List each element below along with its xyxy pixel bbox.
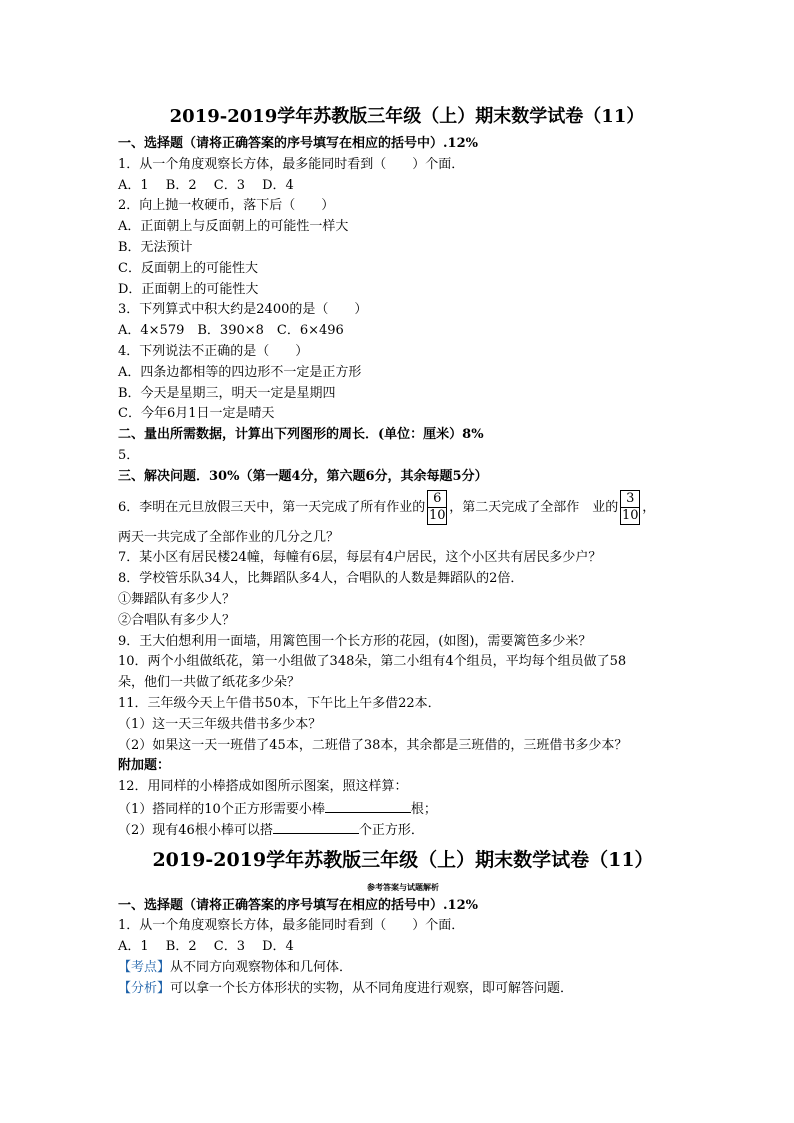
section-1-heading: 一、选择题（请将正确答案的序号填写在相应的括号中）.12% [118, 136, 478, 151]
kaodian-tag: 【考点】 [118, 959, 171, 975]
q12-sub-2-prefix: （2）现有46根小棒可以搭 [118, 822, 273, 838]
fraction-numerator: 3 [621, 491, 639, 508]
q2-text: 2．向上抛一枚硬币，落下后（ ） [118, 198, 335, 214]
q11-text: 11．三年级今天上午借书50本，下午比上午多借22本． [118, 695, 441, 711]
exam-title: 2019-2019学年苏教版三年级（上）期末数学试卷（11） [169, 106, 645, 127]
q11-sub-1: （1）这一天三年级共借书多少本？ [118, 716, 322, 732]
q12-sub-2-suffix: 个正方形． [358, 822, 424, 838]
q3-options: A．4×579 B．390×8 C．6×496 [118, 323, 344, 339]
q12-text: 12．用同样的小棒搭成如图所示图案，照这样算： [118, 779, 408, 795]
fenxi-tag: 【分析】 [118, 980, 171, 996]
q6-part-1: 6．李明在元旦放假三天中，第一天完成了所有作业的 [118, 499, 426, 515]
fenxi-text: 可以拿一个长方体形状的实物，从不同角度进行观察，即可解答问题． [170, 980, 574, 996]
q12-sub-2 [118, 819, 688, 840]
q4-text: 4．下列说法不正确的是（ ） [118, 343, 309, 359]
answer-blank[interactable] [273, 819, 359, 834]
q4-option-a: A．四条边都相等的四边形不一定是正方形 [118, 364, 362, 380]
q6-line-1 [118, 488, 688, 528]
q2-option-a: A．正面朝上与反面朝上的可能性一样大 [118, 219, 349, 235]
q2-option-d: D．正面朝上的可能性大 [118, 281, 259, 297]
fraction-numerator: 6 [428, 491, 446, 508]
kaodian-text: 从不同方向观察物体和几何体． [170, 959, 353, 975]
q4-option-c: C．今年6月1日一定是晴天 [118, 406, 275, 422]
q6-part-3: ， [642, 499, 656, 515]
fraction-three-tenths [620, 490, 640, 525]
section-2-heading: 二、量出所需数据，计算出下列图形的周长．(单位：厘米）8% [118, 427, 484, 443]
q3-text: 3．下列算式中积大约是2400的是（ ） [118, 302, 368, 318]
q9-text: 9．王大伯想利用一面墙，用篱笆围一个长方形的花园，(如图)，需要篱笆多少米？ [118, 633, 592, 649]
q12-sub-1 [118, 798, 688, 819]
q4-option-b: B．今天是星期三，明天一定是星期四 [118, 385, 336, 401]
answer-section-1-heading: 一、选择题（请将正确答案的序号填写在相应的括号中）.12% [118, 897, 478, 913]
q10-line-2: 朵，他们一共做了纸花多少朵？ [118, 675, 301, 691]
exam-page [118, 100, 688, 999]
q5-text: 5． [118, 447, 140, 463]
fraction-six-tenths [427, 490, 447, 525]
q1-text: 1．从一个角度观察长方体，最多能同时看到（ ）个面． [118, 156, 465, 172]
section-3-heading: 三、解决问题．30%（第一题4分，第六题6分，其余每题5分） [118, 468, 488, 484]
fraction-denominator: 10 [622, 507, 639, 523]
answer-title: 2019-2019学年苏教版三年级（上）期末数学试卷（11） [152, 848, 654, 871]
q10-line-1: 10．两个小组做纸花，第一小组做了348朵，第二小组有4个组员，平均每个组员做了58 [118, 654, 627, 670]
q2-option-b: B．无法预计 [118, 239, 193, 255]
answer-kaodian [118, 958, 688, 979]
answer-subtitle: 参考答案与试题解析 [367, 881, 439, 892]
answer-fenxi [118, 979, 688, 1000]
q8-sub-2: ②合唱队有多少人？ [118, 612, 236, 628]
q1-options: A．1 B．2 C．3 D．4 [118, 177, 294, 193]
q11-sub-2: （2）如果这一天一班借了45本，二班借了38本，其余都是三班借的，三班借书多少本？ [118, 737, 628, 753]
q6-part-2: ，第二天完成了全部作 业的 [449, 499, 619, 515]
q7-text: 7．某小区有居民楼24幢，每幢有6层，每层有4户居民，这个小区共有居民多少户？ [118, 550, 602, 566]
q8-sub-1: ①舞蹈队有多少人？ [118, 591, 236, 607]
q8-text: 8．学校管乐队34人，比舞蹈队多4人，合唱队的人数是舞蹈队的2倍． [118, 571, 524, 587]
q12-sub-1-prefix: （1）搭同样的10个正方形需要小棒 [118, 801, 325, 817]
q12-sub-1-suffix: 根； [410, 801, 437, 817]
answer-q1-options: A．1 B．2 C．3 D．4 [118, 939, 294, 955]
answer-blank[interactable] [325, 798, 411, 813]
answer-q1-text: 1．从一个角度观察长方体，最多能同时看到（ ）个面． [118, 918, 465, 934]
q2-option-c: C．反面朝上的可能性大 [118, 260, 258, 276]
bonus-heading: 附加题： [118, 758, 171, 774]
fraction-denominator: 10 [429, 507, 446, 523]
q6-line-2: 两天一共完成了全部作业的几分之几？ [118, 529, 340, 545]
